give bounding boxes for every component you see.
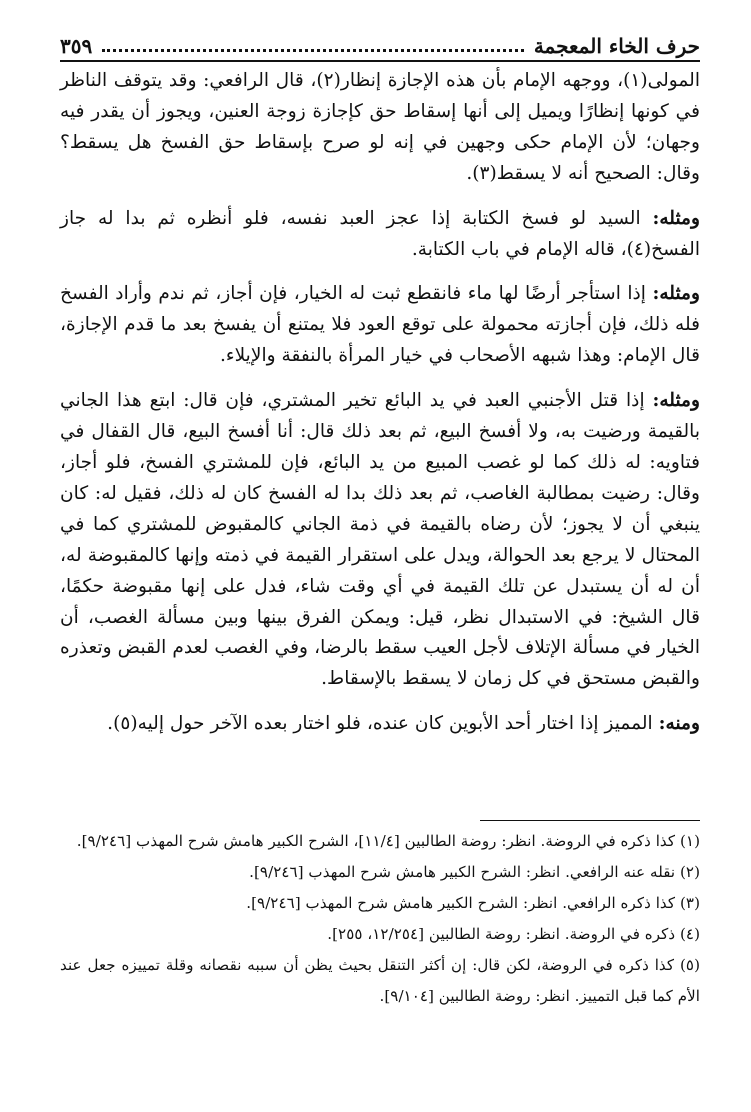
paragraph-text: المولى(١)، ووجهه الإمام بأن هذه الإجازة إنظار(٢)، قال الرافعي: وقد يتوقف الناظر في كونها إنظارًا ويميل إلى أنها إسقاط حق كإجازة زوجة العنين، ويجوز أن يقدر فيه وجهان؛ لأن الإمام حكى وجهين في إنه لو صرح بإسقاط حق الفسخ هل يسقط؟ وقال: الصحيح أنه لا يسقط(٣).: [60, 70, 700, 184]
paragraph: [60, 279, 700, 372]
paragraph-text: السيد لو فسخ الكتابة إذا عجز العبد نفسه، فلو أنظره ثم بدا له جاز الفسخ(٤)، قاله الإمام في باب الكتابة.: [60, 207, 700, 260]
running-header-title: حرف الخاء المعجمة: [533, 34, 700, 58]
footnote-separator: [480, 820, 700, 821]
paragraph-text: إذا قتل الأجنبي العبد في يد البائع تخير المشتري، فإن قال: ابتع هذا الجاني بالقيمة ورضيت به، ولا أفسخ البيع، ثم بعد ذلك قال: أنا أفسخ البيع، قال القفال في فتاويه: له ذلك كما لو غصب المبيع من يد البائع، فإن للمشتري الفسخ، فلو أجاز، وقال: رضيت بمطالبة الغاصب، ثم بعد ذلك بدا له الفسخ كان له ذلك، فقيل له: كان ينبغي أن لا يجوز؛ لأن رضاه بالقيمة في ذمة الجاني كالمقبوض للمشتري كما في المحتال لا يرجع بعد الحوالة، ويدل على استقرار القيمة في ذمته وإنها كالمقبوضة له، أن له أن يستبدل عن تلك القيمة في أي وقت شاء، فدل على إنها مقبوضة حكمًا، قال الشيخ: في الاستبدال نظر، قيل: ويمكن الفرق بينها وبين مسألة الغصب، أن الخيار في مسألة الإتلاف لأجل العيب سقط بالرضا، وفي الغصب لعدم القبض وتعذره والقبض مستحق في كل زمان لا يسقط بالإسقاط.: [60, 390, 700, 690]
paragraph: [60, 66, 700, 190]
paragraph-text: إذا استأجر أرضًا لها ماء فانقطع ثبت له الخيار، فإن أجاز، ثم ندم وأراد الفسخ فله ذلك، فإن أجازته محمولة على توقع العود فلا يمتنع أن يفسخ بعد ما قدم الإجازة، قال الإمام: وهذا شبهه الأصحاب في خيار المرأة بالنفقة والإيلاء.: [60, 283, 700, 367]
paragraph: [60, 204, 700, 266]
paragraph-text: المميز إذا اختار أحد الأبوين كان عنده، فلو اختار بعده الآخر حول إليه(٥).: [107, 713, 659, 735]
footnote: (٢) نقله عنه الرافعي. انظر: الشرح الكبير هامش شرح المهذب [٩/٢٤٦].: [249, 863, 700, 881]
paragraph-lead: ومنه:: [658, 713, 700, 735]
footnote: (١) كذا ذكره في الروضة. انظر: روضة الطالبين [١١/٤]، الشرح الكبير هامش شرح المهذب [٩/٢٤٦].: [76, 832, 700, 850]
paragraph: [60, 386, 700, 695]
footnote: (٤) ذكره في الروضة. انظر: روضة الطالبين [١٢/٢٥٤، ٢٥٥].: [327, 925, 700, 943]
paragraph-lead: ومثله:: [652, 283, 700, 305]
footnotes: [60, 826, 700, 1012]
main-text: [60, 66, 700, 754]
header-dot-leader: [102, 49, 524, 52]
paragraph-lead: ومثله:: [652, 207, 700, 229]
footnote: (٣) كذا ذكره الرافعي. انظر: الشرح الكبير هامش شرح المهذب [٩/٢٤٦].: [246, 894, 700, 912]
footnote: (٥) كذا ذكره في الروضة، لكن قال: إن أكثر التنقل بحيث يظن أن سببه نقصانه وقلة تمييزه جعل عند الأم كما قبل التمييز. انظر: روضة الطالبين [٩/١٠٤].: [60, 956, 700, 1005]
running-header: [60, 28, 700, 58]
header-rule: [60, 60, 700, 62]
paragraph: [60, 709, 700, 740]
paragraph-lead: ومثله:: [652, 390, 700, 412]
page-number: ٣٥٩: [60, 34, 93, 58]
